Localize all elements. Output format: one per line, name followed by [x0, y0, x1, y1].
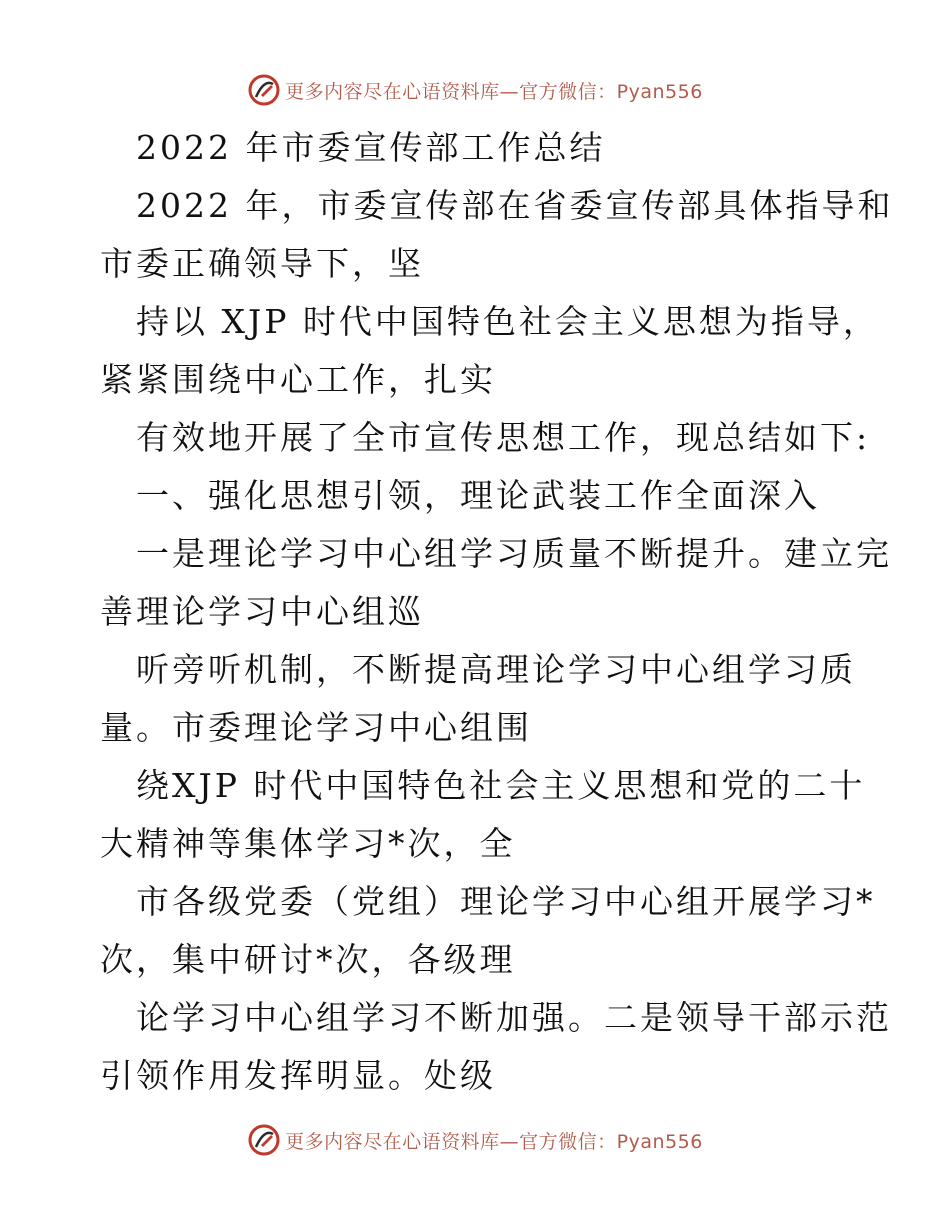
paragraph-line: 论学习中心组学习不断加强。二是领导干部示范: [136, 998, 892, 1037]
paragraph-line: 市委正确领导下，坚: [100, 244, 424, 283]
paragraph-line: 紧紧围绕中心工作，扎实: [100, 360, 496, 399]
paragraph-line: 持以 XJP 时代中国特色社会主义思想为指导，: [136, 302, 879, 341]
paragraph-line: 绕XJP 时代中国特色社会主义思想和党的二十: [136, 766, 866, 805]
paragraph-line: 大精神等集体学习*次，全: [100, 824, 516, 863]
paragraph-line: 听旁听机制，不断提高理论学习中心组学习质: [136, 650, 856, 689]
header-banner: [0, 70, 950, 110]
footer-banner: [0, 1120, 950, 1160]
paragraph-line: 市各级党委（党组）理论学习中心组开展学习*: [136, 882, 876, 921]
document-title: 2022 年市委宣传部工作总结: [136, 128, 606, 167]
footer-banner-text: 更多内容尽在心语资料库—官方微信：Pyan556: [285, 1130, 703, 1153]
paragraph-line: 引领作用发挥明显。处级: [100, 1056, 496, 1095]
paragraph-line: 善理论学习中心组巡: [100, 592, 424, 631]
header-banner-text: 更多内容尽在心语资料库—官方微信：Pyan556: [285, 80, 703, 103]
pen-swirl-logo-icon: [247, 73, 281, 107]
section-heading: 一、强化思想引领，理论武装工作全面深入: [136, 476, 820, 515]
paragraph-line: 一是理论学习中心组学习质量不断提升。建立完: [136, 534, 892, 573]
pen-swirl-logo-icon: [247, 1123, 281, 1157]
paragraph-line: 量。市委理论学习中心组围: [100, 708, 532, 747]
paragraph-line: 有效地开展了全市宣传思想工作，现总结如下:: [136, 418, 871, 457]
paragraph-line: 次，集中研讨*次，各级理: [100, 940, 516, 979]
paragraph-line: 2022 年，市委宣传部在省委宣传部具体指导和: [136, 186, 894, 225]
